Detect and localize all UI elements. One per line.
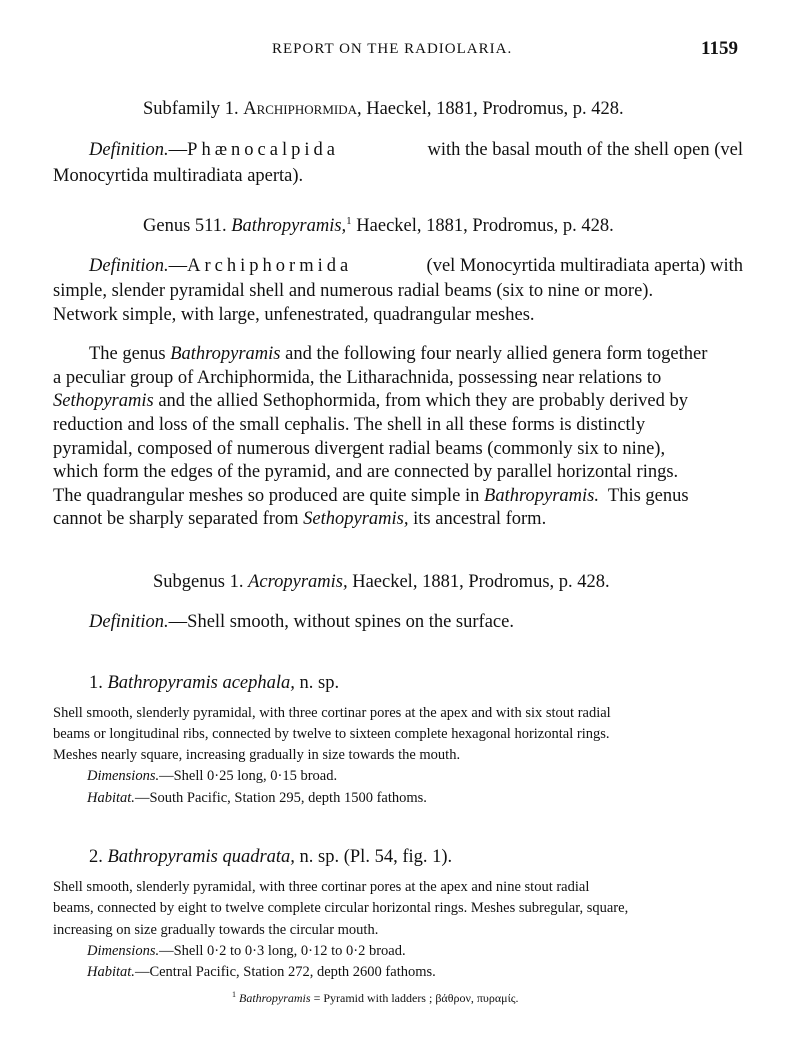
page-number: 1159: [701, 38, 738, 59]
paragraph-line: Sethopyramis and the allied Sethophormida, from which they are probably derived by: [53, 391, 689, 411]
genus-definition-line1: Definition.—Archiphormida (vel Monocyrtida multiradiata aperta) with: [89, 256, 743, 276]
definition-label: Definition.: [89, 612, 169, 632]
subgenus-heading: Subgenus 1. Acropyramis, Haeckel, 1881, Prodromus, p. 428.: [153, 572, 610, 592]
paragraph-line: which form the edges of the pyramid, and are connected by parallel horizontal rings.: [53, 462, 679, 482]
species1-dimensions: Dimensions.—Shell 0·25 long, 0·15 broad.: [87, 768, 338, 784]
paragraph-line: The quadrangular meshes so produced are quite simple in Bathropyramis. This genus: [53, 486, 689, 506]
species2-description-line: beams, connected by eight to twelve complete circular horizontal rings. Meshes subregular, square,: [53, 900, 629, 916]
genus-definition-line2: simple, slender pyramidal shell and numerous radial beams (six to nine or more).: [53, 281, 654, 301]
paragraph-line: reduction and loss of the small cephalis. The shell in all these forms is distinctly: [53, 415, 646, 435]
subfamily-definition-line1: Definition.—Phænocalpida with the basal mouth of the shell open (vel: [89, 140, 743, 160]
species2-dimensions: Dimensions.—Shell 0·2 to 0·3 long, 0·12 to 0·2 broad.: [87, 943, 406, 959]
species1-habitat: Habitat.—South Pacific, Station 295, depth 1500 fathoms.: [87, 790, 427, 806]
genus-heading: Genus 511. Bathropyramis,$^1$ Haeckel, 1881, Prodromus, p. 428.: [143, 215, 614, 237]
paragraph-line: cannot be sharply separated from Sethopyramis, its ancestral form.: [53, 509, 547, 529]
footnote: $^1$ Bathropyramis = Pyramid with ladders ; βάθρον, πυραμίς.: [232, 990, 519, 1005]
running-header: REPORT ON THE RADIOLARIA.: [272, 41, 513, 57]
species1-description-line: Shell smooth, slenderly pyramidal, with three cortinar pores at the apex and with six stout radial: [53, 705, 611, 721]
subgenus-definition: Definition.—Shell smooth, without spines on the surface.: [89, 612, 514, 632]
species1-description-line: beams or longitudinal ribs, connected by twelve to sixteen complete hexagonal horizontal rings.: [53, 726, 610, 742]
species2-description-line: increasing on size gradually towards the circular mouth.: [53, 922, 379, 938]
paragraph-line: pyramidal, composed of numerous divergent radial beams (commonly six to nine),: [53, 439, 666, 459]
definition-label: Definition.: [89, 140, 169, 160]
definition-term: Archiphormida: [187, 256, 353, 276]
genus-definition-line3: Network simple, with large, unfenestrated, quadrangular meshes.: [53, 305, 535, 325]
subfamily-heading: Subfamily 1. Archiphormida, Haeckel, 1881, Prodromus, p. 428.: [143, 99, 624, 119]
definition-label: Definition.: [89, 256, 169, 276]
paragraph-line: a peculiar group of Archiphormida, the Litharachnida, possessing near relations to: [53, 368, 662, 388]
subfamily-definition-line2: Monocyrtida multiradiata aperta).: [53, 166, 304, 186]
species1-heading: 1. Bathropyramis acephala, n. sp.: [89, 673, 340, 693]
footnote-ref: 1: [346, 215, 352, 227]
definition-term: Phænocalpida: [187, 140, 339, 160]
species2-description-line: Shell smooth, slenderly pyramidal, with three cortinar pores at the apex and nine stout radial: [53, 879, 590, 895]
species1-description-line: Meshes nearly square, increasing gradually in size towards the mouth.: [53, 747, 461, 763]
species2-heading: 2. Bathropyramis quadrata, n. sp. (Pl. 54, fig. 1).: [89, 847, 453, 867]
species2-habitat: Habitat.—Central Pacific, Station 272, depth 2600 fathoms.: [87, 964, 436, 980]
paragraph-line: The genus Bathropyramis and the following four nearly allied genera form together: [89, 344, 708, 364]
